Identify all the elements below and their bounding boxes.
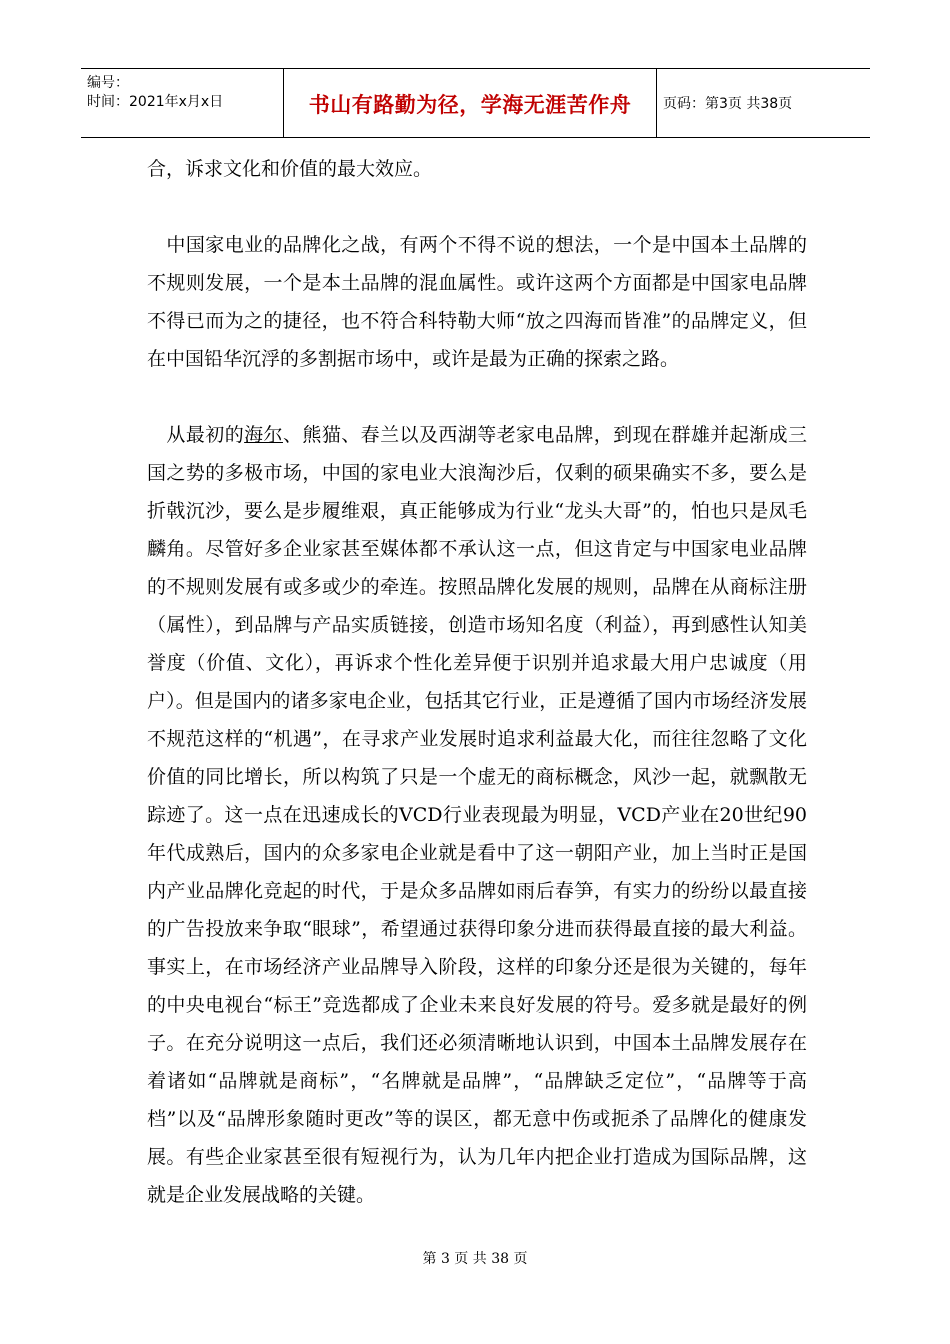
header-motto: 书山有路勤为径，学海无涯苦作舟: [308, 93, 632, 117]
paragraph-1: 合，诉求文化和价值的最大效应。: [147, 158, 433, 180]
header-right-cell: [657, 69, 869, 137]
document-time-label: 时间：2021年x月x日: [87, 94, 224, 110]
document-body: [147, 150, 807, 1214]
document-number-label: 编号：: [87, 75, 129, 91]
paragraph-2: [147, 226, 807, 378]
header-left-cell: [81, 69, 281, 137]
header-center-cell: [283, 69, 657, 137]
page-footer: 第 3 页 共 38 页: [422, 1251, 528, 1267]
paragraph-3-text: 、熊猫、春兰以及西湖等老家电品牌，到现在群雄并起渐成三国之势的多极市场，中国的家电业大浪淘沙后，仅剩的硕果确实不多，要么是折戟沉沙，要么是步履维艰，真正能够成为行业“龙头大哥”的，怕也只是凤毛麟角。尽管好多企业家甚至媒体都不承认这一点，但这肯定与中国家电业品牌的不规则发展有或多或少的牵连。按照品牌化发展的规则，品牌在从商标注册（属性），到品牌与产品实质链接，创造市场知名度（利益），再到感性认知美誉度（价值、文化），再诉求个性化差异便于识别并追求最大用户忠诚度（用户）。但是国内的诸多家电企业，包括其它行业，正是遵循了国内市场经济发展不规范这样的“机遇”，在寻求产业发展时追求利益最大化，而往往忽略了文化价值的同比增长，所以构筑了只是一个虚无的商标概念，风沙一起，就飘散无踪迹了。这一点在迅速成长的VCD行业表现最为明显，VCD产业在20世纪90年代成熟后，国内的众多家电企业就是看中了这一朝阳产业，加上当时正是国内产业品牌化竞起的时代，于是众多品牌如雨后春笋，有实力的纷纷以最直接的广告投放来争取“眼球”，希望通过获得印象分进而获得最直接的最大利益。事实上，在市场经济产业品牌导入阶段，这样的印象分还是很为关键的，每年的中央电视台“标王”竞选都成了企业未来良好发展的符号。爱多就是最好的例子。在充分说明这一点后，我们还必须清晰地认识到，中国本土品牌发展存在着诸如“品牌就是商标”，“名牌就是品牌”，“品牌缺乏定位”，“品牌等于高档”以及“品牌形象随时更改”等的误区，都无意中伤或扼杀了品牌化的健康发展。有些企业家甚至很有短视行为，认为几年内把企业打造成为国际品牌，这就是企业发展战略的关键。: [147, 424, 807, 1206]
header-page-label: 页码：第3页 共38页: [663, 96, 793, 112]
haier-link[interactable]: 海尔: [244, 424, 283, 446]
paragraph-3: [147, 416, 807, 1214]
header-table: [81, 68, 870, 138]
paragraph-3-lead: 从最初的: [166, 424, 245, 446]
paragraph-2-text: 中国家电业的品牌化之战，有两个不得不说的想法，一个是中国本土品牌的不规则发展，一个是本土品牌的混血属性。或许这两个方面都是中国家电品牌不得已而为之的捷径，也不符合科特勒大师“放之四海而皆准”的品牌定义，但在中国铅华沉浮的多割据市场中，或许是最为正确的探索之路。: [147, 234, 807, 370]
